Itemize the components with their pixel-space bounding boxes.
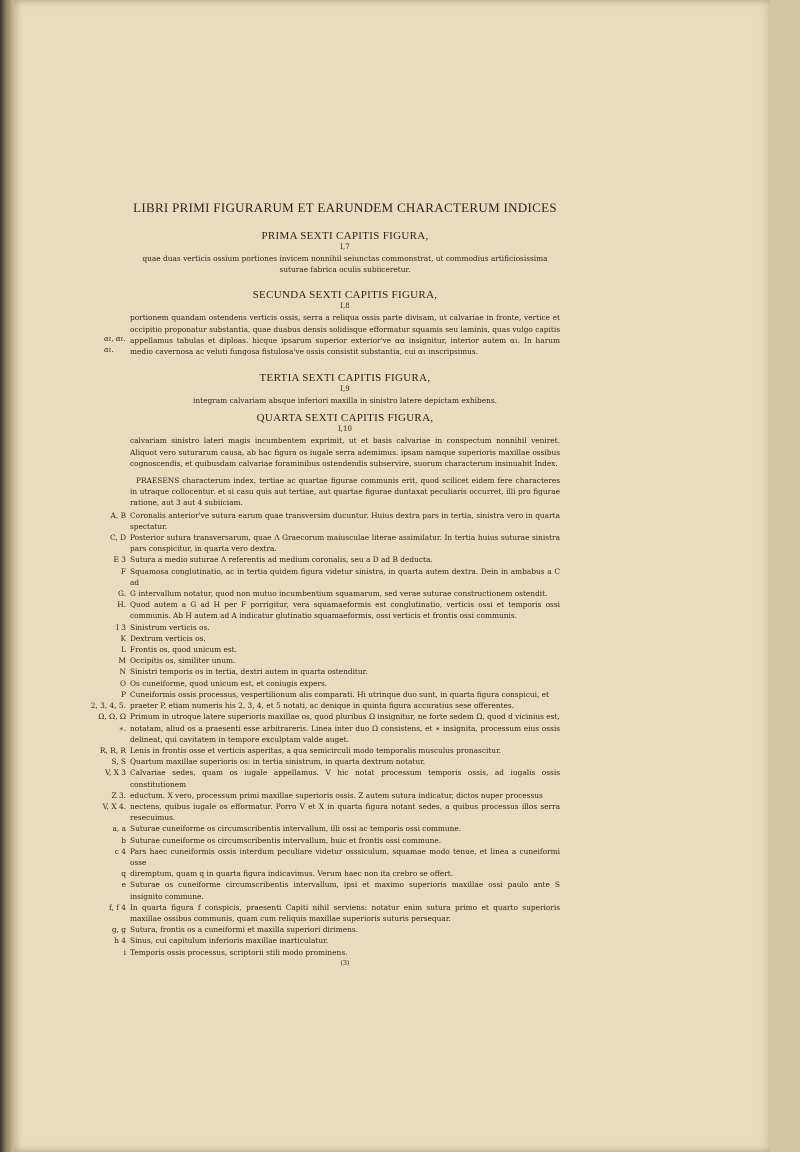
entry-key: N	[119, 667, 126, 677]
entry-key: 2, 3, 4, 5.	[90, 701, 126, 711]
index-entry	[116, 622, 560, 633]
entry-key: I 3	[116, 622, 126, 632]
entry-description: Sutura, frontis os a cuneiformi et maxilla superiori dirimens.	[130, 925, 358, 935]
entry-description: Sinus, cui capitulum inferioris maxillae inarticulatur.	[130, 936, 329, 946]
figure-description: calvariam sinistro lateri magis incumbentem exprimit, ut et basis calvariae in conspectum nonnihil veniret. Aliquot vero suturarum causa, ab hac figura os iugale serra ademimus. ipsam namque superioris maxillae ossibus cognoscendis, et quibusdam calvariae foraminibus ostendendis subservire, suorum characterum insinuabit Index.	[130, 436, 560, 468]
entry-description: G intervallum notatur, quod non mutuo incumbentium squamarum, sed verae suturae constructionem ostendit.	[130, 589, 548, 599]
entry-description: Frontis os, quod unicum est.	[130, 645, 237, 655]
entry-key: q	[121, 869, 126, 879]
index-entry	[121, 879, 560, 901]
figure-description-wrap	[104, 312, 560, 357]
index-entry	[120, 633, 560, 644]
figure-title: PRIMA SEXTI CAPITIS FIGURA,	[261, 230, 429, 242]
entry-key: g, g	[111, 925, 126, 935]
index-entry	[112, 823, 560, 834]
entry-description: Dextrum verticis os.	[130, 633, 206, 643]
index-entry	[110, 510, 560, 532]
index-entry	[118, 723, 560, 745]
entry-description: Sutura a medio suturae Λ referentis ad medium coronalis, seu a D ad B deducta.	[130, 555, 433, 565]
page-stack-edge	[770, 0, 800, 1152]
figure-block-1	[130, 230, 560, 275]
index-entry	[111, 924, 560, 935]
entry-key: A, B	[110, 510, 126, 520]
index-entry	[104, 767, 560, 789]
entry-description: Primum in utroque latere superioris maxillae os, quod pluribus Ω insignitur, ne forte sedem Ω, quod d vicinius est,	[130, 712, 560, 722]
entry-description: Sinistri temporis os in tertia, dextri autem in quarta ostenditur.	[130, 667, 368, 677]
index-intro: PRAESENS characterum index, tertiae ac quartae figurae communis erit, quod scilicet eidem fere characteres in utraque collocentur. et si casu quis aut tertiae, aut quartae figurae duntaxat peculiaris occurret, illi pro figurae ratione, aut 3 aut 4 subiiciam.	[130, 476, 560, 508]
index-entry	[123, 947, 560, 958]
entry-description: nectens, quibus iugale os efformatur. Porro V et X in quarta figura notant sedes, a quibus processus illos serra resecuimus.	[130, 801, 560, 823]
entry-description: Os cuneiforme, quod unicum est, et coniugis expers.	[130, 678, 328, 688]
entry-description: diremptum, quam q in quarta figura indicavimus. Verum haec non ita crebro se offert.	[130, 869, 454, 879]
entry-description: Quartum maxillae superioris os: in tertia sinistrum, in quarta dextrum notatur.	[130, 757, 426, 767]
index-entry	[102, 801, 560, 823]
index-entry	[99, 745, 560, 756]
entry-description: Suturae os cuneiforme circumscribentis intervallum, ipsi et maximo superioris maxillae ossi paulo ante S insignito commune.	[130, 880, 560, 901]
entry-key: C, D	[109, 533, 126, 543]
index-entry	[121, 868, 560, 879]
entry-key: G.	[118, 589, 126, 599]
entry-key: H.	[117, 600, 126, 610]
entry-key: ∗.	[118, 723, 126, 733]
entry-description: Posterior sutura transversarum, quae Λ Graecorum maiusculae literae assimilatur. In tertia huius suturae sinistra pars conspicitur, in quarta vero dextra.	[130, 533, 560, 554]
figure-title: QUARTA SEXTI CAPITIS FIGURA,	[256, 412, 434, 425]
entry-description: Suturae cuneiforme os circumscribentis intervallum, illi ossi ac temporis ossi commune.	[130, 824, 462, 834]
figure-description: integram calvariam absque inferiori maxilla in sinistro latere depictam exhibens.	[192, 396, 497, 406]
entry-description: praeter P, etiam numeris his 2, 3, 4, et 5 notati, ac denique in quinta figura accuratius sese offerentes.	[130, 701, 515, 711]
index-entry	[118, 655, 560, 666]
character-index-list	[90, 510, 560, 958]
figure-ref: I,8	[340, 302, 350, 311]
entry-description: Occipitis os, similiter unum.	[130, 656, 236, 666]
book-left-edge	[0, 0, 14, 1152]
index-entry	[114, 846, 560, 868]
figure-block-2	[104, 289, 560, 357]
entry-description: Sinistrum verticis os.	[130, 622, 210, 632]
figure-ref: I,9	[340, 385, 350, 394]
index-entry	[109, 902, 560, 924]
entry-key: i	[123, 947, 126, 957]
figure-block-4	[130, 412, 560, 469]
figure-ref: I,7	[340, 243, 350, 251]
entry-key: c 4	[114, 846, 126, 856]
entry-key: b	[121, 835, 126, 845]
index-entry	[114, 935, 560, 946]
entry-key: R, R, R	[99, 745, 126, 755]
index-entry	[121, 644, 560, 655]
entry-key: V, X 4.	[102, 801, 126, 811]
margin-note: αι.	[104, 346, 114, 355]
index-entry	[118, 588, 560, 599]
entry-description: Squamosa conglutinatio, ac in tertia quidem figura videtur sinistra, in quarta autem dextra. Dein in ambabus a C ad	[130, 566, 560, 587]
entry-description: Quod autem a G ad H per F porrigitur, vera squamaeformis est conglutinatio, verticis ossi et temporis ossi communis. Ab H autem ad A indicatur glutinatio squamaeformis, ossi verticis et frontis ossi communis.	[130, 600, 560, 621]
page-content	[90, 200, 560, 967]
index-entry	[111, 790, 560, 801]
figure-title: SECUNDA SEXTI CAPITIS FIGURA,	[252, 289, 438, 302]
index-entry	[113, 554, 560, 565]
entry-key: Ω, Ω, Ω	[98, 712, 126, 722]
figure-description: portionem quandam ostendens verticis ossis, serra a reliqua ossis parte divisam, ut calvariae in fronte, vertice et occipitio proponatur substantia, quae duabus densis solidisque efformatur squamis seu laminis, quas vulgo capitis appellamus tabulas et diploas. hicque ipsarum superior exterior've αα insignitur, interior autem αι. In harum medio cavernosa ac veluti fungosa fistulosa've ossis consistit substantia, cui αι inscripsimus.	[130, 313, 560, 357]
entry-description: Pars haec cuneiformis ossis interdum peculiare videtur osssiculum, squamae modo tenue, et linea a cuneiformi osse	[130, 846, 560, 867]
entry-key: h 4	[114, 936, 126, 946]
entry-description: notatam, aliud os a praesenti esse arbitrareris. Linea inter duo Ω consistens, et ∗ insignita, processum eius ossis delineat, qui cavitatem in tempore exculptam valde auget.	[130, 723, 560, 744]
index-entry	[121, 689, 560, 700]
entry-description: Coronalis anterior've sutura earum quae transversim ducuntur. Huius dextra pars in tertia, sinistra vero in quarta spectatur.	[130, 510, 560, 531]
entry-key: V, X 3	[104, 768, 126, 778]
index-entry	[117, 599, 560, 621]
index-entry	[121, 835, 560, 846]
entry-key: e	[121, 880, 126, 890]
entry-key: f, f 4	[109, 902, 126, 912]
entry-key: O	[119, 678, 126, 688]
entry-description: eductum. X vero, processum primi maxillae superioris ossis. Z autem sutura indicatur, dictos nuper processus	[130, 790, 543, 800]
entry-key: a, a	[112, 824, 126, 834]
margin-note: αι, αι.	[104, 335, 126, 344]
entry-description: Temporis ossis processus, scriptorii stili modo prominens.	[130, 947, 348, 957]
figure-block-3	[130, 372, 560, 406]
index-entry	[119, 678, 560, 689]
entry-key: E 3	[113, 555, 126, 565]
index-entry	[98, 711, 560, 722]
index-entry	[119, 666, 560, 677]
entry-description: Lenis in frontis osse et verticis asperitas, a qua semicirculi modo temporalis musculus pronascitur.	[130, 745, 502, 755]
index-entry	[111, 756, 560, 767]
figure-description: quae duas verticis ossium portiones invicem nonnihil seiunctas commonstrat, ut commodius artificiosissima suturae fabrica oculis subiiceretur.	[142, 254, 548, 275]
entry-description: Calvariae sedes, quam os iugale appellamus. V hic notat processum temporis ossis, ad iugalis ossis constitutionem	[130, 768, 560, 789]
entry-description: Suturae cuneiforme os circumscribentis intervallum, huic et frontis ossi commune.	[130, 835, 442, 845]
entry-key: M	[118, 656, 126, 666]
entry-key: K	[120, 633, 126, 643]
entry-description: In quarta figura f conspicis, praesenti Capiti nihil serviens: notatur enim sutura primo et quarto superioris maxillae ossibus communis, quam cum reliquis maxillae superioris suturis persequar.	[130, 902, 560, 923]
entry-key: F	[120, 566, 126, 576]
entry-key: L	[121, 645, 126, 655]
entry-key: Z 3.	[111, 790, 126, 800]
page-number: (3)	[340, 958, 350, 967]
entry-description: Cuneiformis ossis processus, vespertilionum alis comparati. Hi utrinque duo sunt, in quarta figura conspicui, et	[130, 689, 550, 699]
index-entry	[109, 532, 560, 554]
main-title: LIBRI PRIMI FIGURARUM ET EARUNDEM CHARACTERUM INDICES	[133, 200, 557, 215]
figure-ref: I,10	[338, 425, 352, 434]
figure-title: TERTIA SEXTI CAPITIS FIGURA,	[259, 372, 431, 385]
entry-key: P	[121, 689, 126, 699]
index-entry	[120, 566, 560, 588]
index-entry	[90, 700, 560, 711]
entry-key: S, S	[111, 757, 126, 767]
